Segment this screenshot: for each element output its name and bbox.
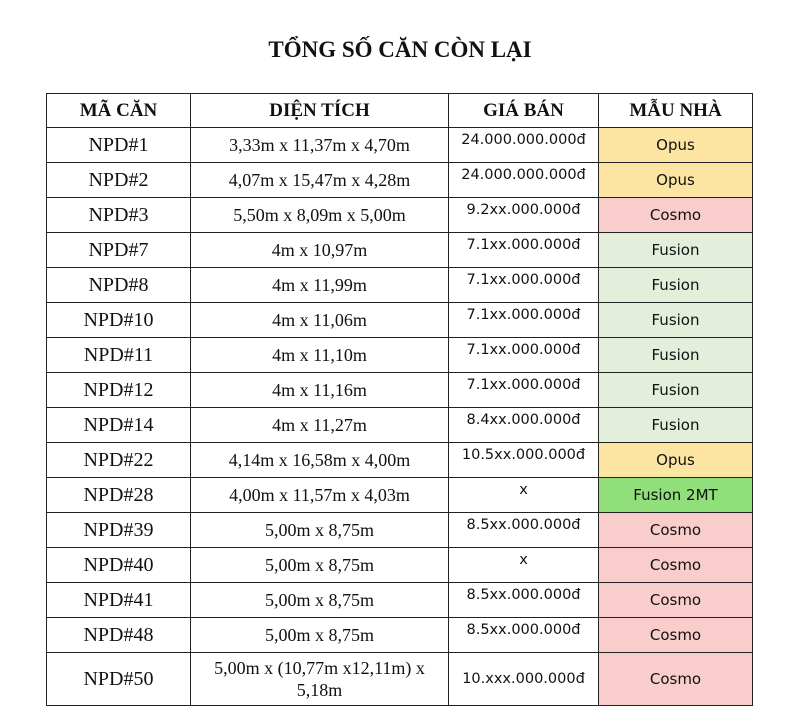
table-row — [47, 163, 753, 198]
table-row — [47, 408, 753, 443]
cell-code: NPD#10 — [47, 303, 191, 338]
cell-area: 4,00m x 11,57m x 4,03m — [191, 478, 449, 513]
cell-model: Cosmo — [599, 583, 753, 618]
table-row — [47, 338, 753, 373]
table-row — [47, 548, 753, 583]
cell-code: NPD#41 — [47, 583, 191, 618]
header-model: MẪU NHÀ — [599, 94, 753, 128]
cell-model: Fusion 2MT — [599, 478, 753, 513]
cell-area: 5,00m x (10,77m x12,11m) x 5,18m — [191, 653, 449, 706]
cell-model: Opus — [599, 443, 753, 478]
cell-model: Cosmo — [599, 548, 753, 583]
cell-price: x — [449, 478, 599, 513]
cell-area: 4m x 10,97m — [191, 233, 449, 268]
cell-area: 5,00m x 8,75m — [191, 583, 449, 618]
table-row — [47, 268, 753, 303]
cell-code: NPD#22 — [47, 443, 191, 478]
table-row — [47, 513, 753, 548]
cell-area: 5,00m x 8,75m — [191, 618, 449, 653]
header-price: GIÁ BÁN — [449, 94, 599, 128]
cell-price: 8.5xx.000.000đ — [449, 513, 599, 548]
cell-area: 5,00m x 8,75m — [191, 548, 449, 583]
table-row — [47, 303, 753, 338]
cell-area: 5,00m x 8,75m — [191, 513, 449, 548]
cell-code: NPD#39 — [47, 513, 191, 548]
page-title: TỔNG SỐ CĂN CÒN LẠI — [268, 37, 532, 62]
table-row — [47, 653, 753, 706]
table-row — [47, 373, 753, 408]
cell-model: Opus — [599, 128, 753, 163]
cell-code: NPD#7 — [47, 233, 191, 268]
cell-price: 24.000.000.000đ — [449, 163, 599, 198]
cell-price: 8.5xx.000.000đ — [449, 583, 599, 618]
cell-price: 7.1xx.000.000đ — [449, 233, 599, 268]
cell-model: Cosmo — [599, 513, 753, 548]
cell-code: NPD#12 — [47, 373, 191, 408]
cell-model: Fusion — [599, 373, 753, 408]
table-row — [47, 128, 753, 163]
cell-area: 5,50m x 8,09m x 5,00m — [191, 198, 449, 233]
table-row — [47, 478, 753, 513]
cell-price: x — [449, 548, 599, 583]
cell-code: NPD#2 — [47, 163, 191, 198]
cell-model: Fusion — [599, 233, 753, 268]
cell-model: Fusion — [599, 268, 753, 303]
cell-area: 4,07m x 15,47m x 4,28m — [191, 163, 449, 198]
cell-price: 10.5xx.000.000đ — [449, 443, 599, 478]
cell-code: NPD#1 — [47, 128, 191, 163]
table-header-row — [47, 94, 753, 128]
cell-model: Opus — [599, 163, 753, 198]
cell-price: 7.1xx.000.000đ — [449, 338, 599, 373]
table-row — [47, 198, 753, 233]
cell-model: Fusion — [599, 338, 753, 373]
cell-code: NPD#8 — [47, 268, 191, 303]
cell-model: Cosmo — [599, 198, 753, 233]
cell-price: 9.2xx.000.000đ — [449, 198, 599, 233]
cell-area: 4m x 11,06m — [191, 303, 449, 338]
cell-area: 4,14m x 16,58m x 4,00m — [191, 443, 449, 478]
cell-price: 10.xxx.000.000đ — [449, 653, 599, 706]
cell-price: 8.5xx.000.000đ — [449, 618, 599, 653]
table-row — [47, 233, 753, 268]
cell-price: 8.4xx.000.000đ — [449, 408, 599, 443]
cell-area: 3,33m x 11,37m x 4,70m — [191, 128, 449, 163]
cell-code: NPD#11 — [47, 338, 191, 373]
cell-model: Fusion — [599, 303, 753, 338]
cell-code: NPD#14 — [47, 408, 191, 443]
cell-area: 4m x 11,16m — [191, 373, 449, 408]
cell-code: NPD#48 — [47, 618, 191, 653]
cell-area: 4m x 11,27m — [191, 408, 449, 443]
table-row — [47, 618, 753, 653]
cell-area: 4m x 11,99m — [191, 268, 449, 303]
cell-price: 7.1xx.000.000đ — [449, 373, 599, 408]
cell-code: NPD#3 — [47, 198, 191, 233]
table-row — [47, 443, 753, 478]
table-row — [47, 583, 753, 618]
cell-model: Cosmo — [599, 618, 753, 653]
cell-model: Fusion — [599, 408, 753, 443]
cell-area: 4m x 11,10m — [191, 338, 449, 373]
cell-model: Cosmo — [599, 653, 753, 706]
cell-price: 7.1xx.000.000đ — [449, 268, 599, 303]
cell-price: 7.1xx.000.000đ — [449, 303, 599, 338]
header-area: DIỆN TÍCH — [191, 94, 449, 128]
cell-price: 24.000.000.000đ — [449, 128, 599, 163]
cell-code: NPD#40 — [47, 548, 191, 583]
cell-code: NPD#28 — [47, 478, 191, 513]
header-code: MÃ CĂN — [47, 94, 191, 128]
units-table — [46, 93, 753, 706]
cell-code: NPD#50 — [47, 653, 191, 706]
table-body — [47, 128, 753, 706]
